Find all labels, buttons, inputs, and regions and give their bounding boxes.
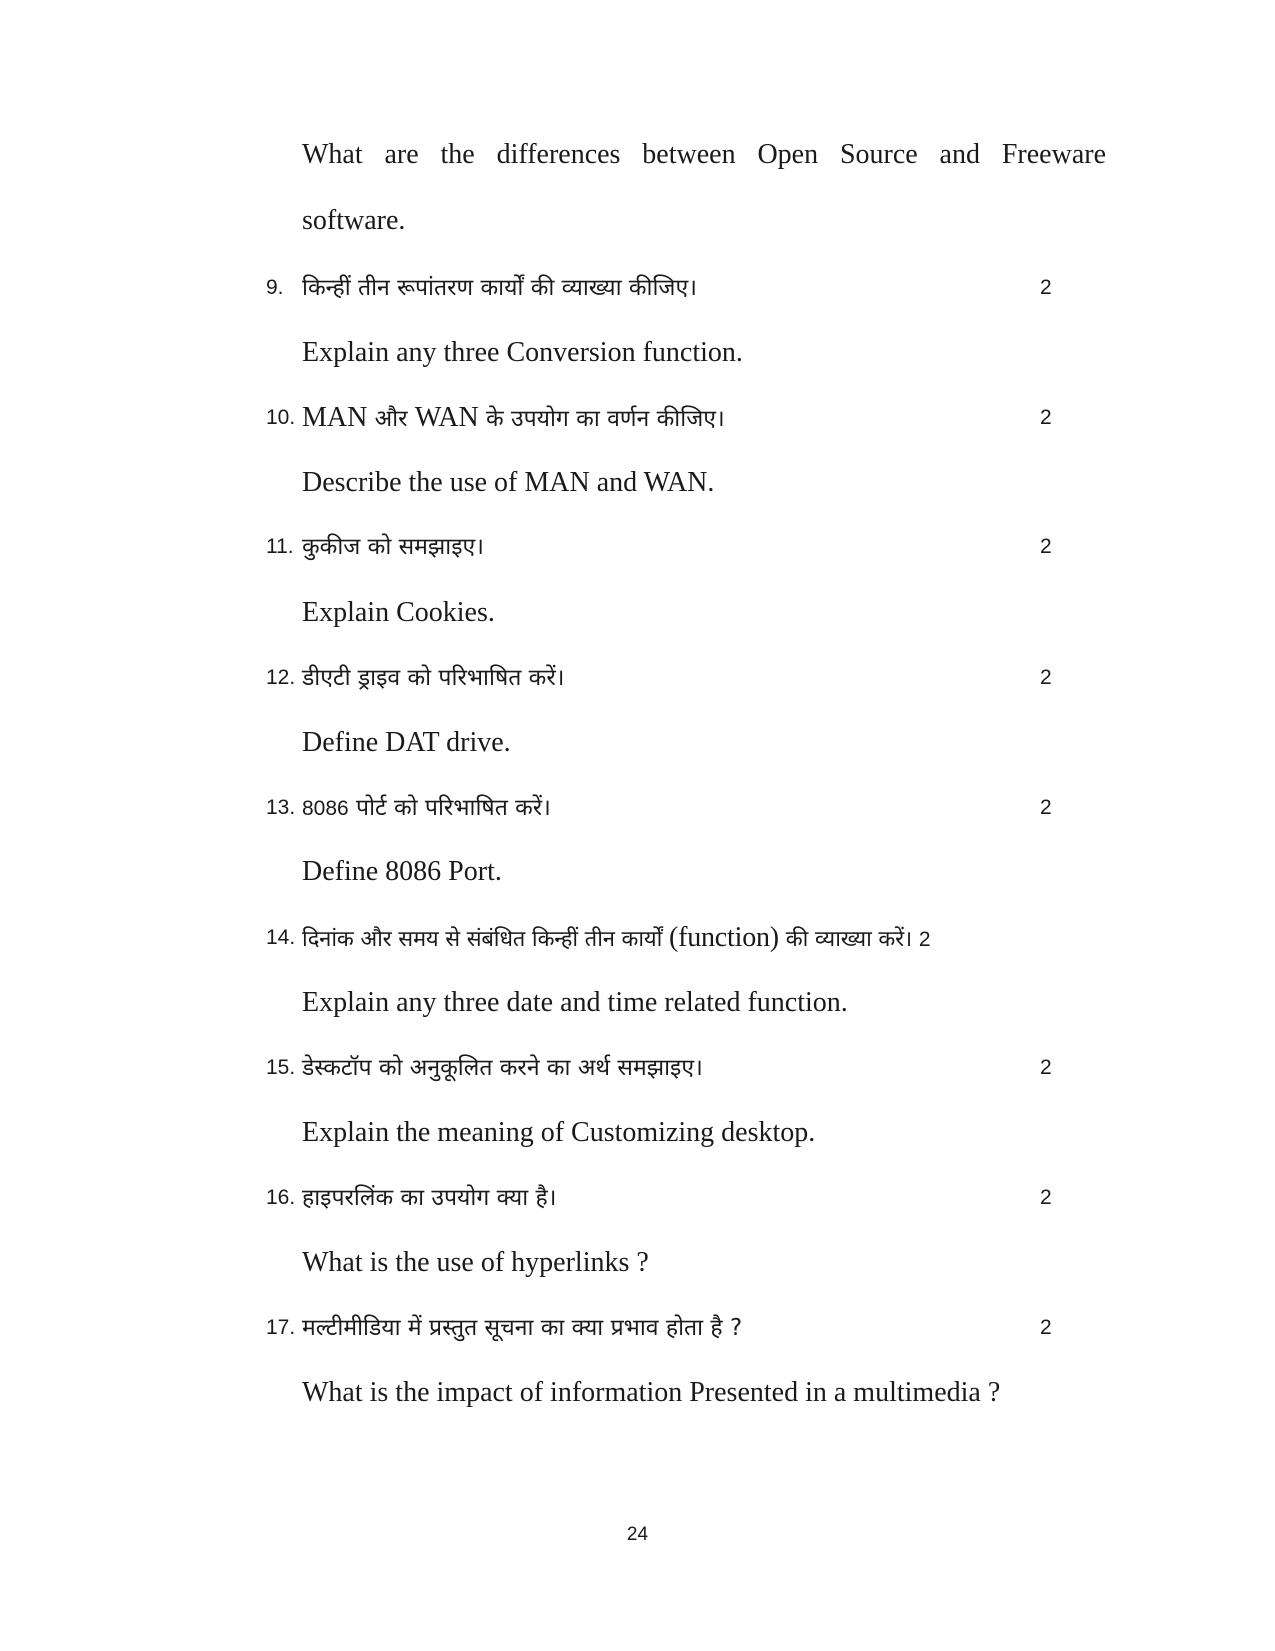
question-14-english-line (0, 983, 1275, 1023)
question-english-text: Define DAT drive. (302, 727, 511, 758)
question-hindi-rest: पोर्ट को परिभाषित करें। (356, 795, 551, 821)
question-english-text: What is the use of hyperlinks ? (302, 1247, 649, 1278)
question-marks: 2 (1040, 796, 1052, 819)
question-marks: 2 (1040, 535, 1052, 558)
question-english-text: Explain the meaning of Customizing desktop. (302, 1117, 816, 1148)
page-number: 24 (626, 1524, 649, 1545)
question-hindi-rest: के उपयोग का वर्णन कीजिए। (485, 406, 725, 432)
question-marks: 2 (1040, 406, 1052, 429)
question-hindi-start: दिनांक और समय से संबंधित किन्हीं तीन कार्यों (302, 927, 663, 952)
intro-text-1: What are the differences between Open Source and Freeware (302, 139, 1106, 170)
question-english-text: Explain Cookies. (302, 597, 495, 628)
question-hindi-latin: (function) (668, 922, 779, 953)
question-number: 17. (266, 1316, 296, 1339)
question-9-hindi-line (0, 268, 1275, 308)
question-english-text: Describe the use of MAN and WAN. (302, 467, 715, 498)
question-17-hindi-line (0, 1308, 1275, 1348)
question-hindi-text (302, 398, 725, 439)
question-marks: 2 (1040, 1186, 1052, 1209)
question-13-english-line (0, 852, 1275, 892)
question-marks: 2 (1040, 276, 1052, 299)
question-11-english-line (0, 593, 1275, 633)
question-9-english-line (0, 333, 1275, 373)
question-10-hindi-line (0, 398, 1275, 438)
question-hindi-rest: की व्याख्या करें। (785, 927, 913, 952)
question-marks: 2 (1040, 1316, 1052, 1339)
question-number: 15. (266, 1056, 296, 1079)
question-10-english-line (0, 463, 1275, 503)
question-16-hindi-line (0, 1178, 1275, 1218)
question-english-text: Explain any three date and time related function. (302, 987, 848, 1018)
question-marks: 2 (1040, 1056, 1052, 1079)
question-hindi-latin-2: WAN (414, 402, 479, 433)
question-hindi-text: मल्टीमीडिया में प्रस्तुत सूचना का क्या प्रभाव होता है ? (302, 1315, 743, 1341)
question-17-english-line (0, 1373, 1275, 1413)
question-12-hindi-line (0, 658, 1275, 698)
question-15-english-line (0, 1113, 1275, 1153)
question-hindi-text (302, 788, 551, 829)
question-hindi-word: और (374, 406, 408, 432)
question-hindi-text: हाइपरलिंक का उपयोग क्या है। (302, 1185, 557, 1211)
question-hindi-text (302, 918, 930, 960)
question-15-hindi-line (0, 1048, 1275, 1088)
question-number: 14. (266, 926, 296, 949)
question-english-text: Define 8086 Port. (302, 856, 502, 887)
intro-text-2: software. (302, 205, 406, 236)
question-number: 13. (266, 796, 296, 819)
intro-line-2 (0, 201, 1275, 241)
question-number: 10. (266, 406, 296, 429)
question-12-english-line (0, 723, 1275, 763)
question-16-english-line (0, 1243, 1275, 1283)
question-hindi-text: कुकीज को समझाइए। (302, 534, 484, 560)
question-hindi-text: किन्हीं तीन रूपांतरण कार्यों की व्याख्या कीजिए। (302, 275, 697, 301)
question-11-hindi-line (0, 527, 1275, 567)
question-number: 12. (266, 666, 296, 689)
question-number: 16. (266, 1186, 296, 1209)
question-13-hindi-line (0, 788, 1275, 828)
question-hindi-text: डीएटी ड्राइव को परिभाषित करें। (302, 665, 565, 691)
question-hindi-number: 8086 (302, 797, 349, 820)
question-number: 9. (266, 276, 284, 299)
intro-line-1 (0, 135, 1275, 175)
question-marks: 2 (918, 928, 931, 951)
question-14-hindi-line (0, 918, 1275, 958)
question-hindi-latin: MAN (302, 402, 368, 433)
question-english-text: Explain any three Conversion function. (302, 337, 743, 368)
question-english-text: What is the impact of information Presented in a multimedia ? (302, 1377, 1001, 1408)
question-number: 11. (266, 535, 294, 558)
question-hindi-text: डेस्कटॉप को अनुकूलित करने का अर्थ समझाइए। (302, 1055, 703, 1081)
question-marks: 2 (1040, 666, 1052, 689)
